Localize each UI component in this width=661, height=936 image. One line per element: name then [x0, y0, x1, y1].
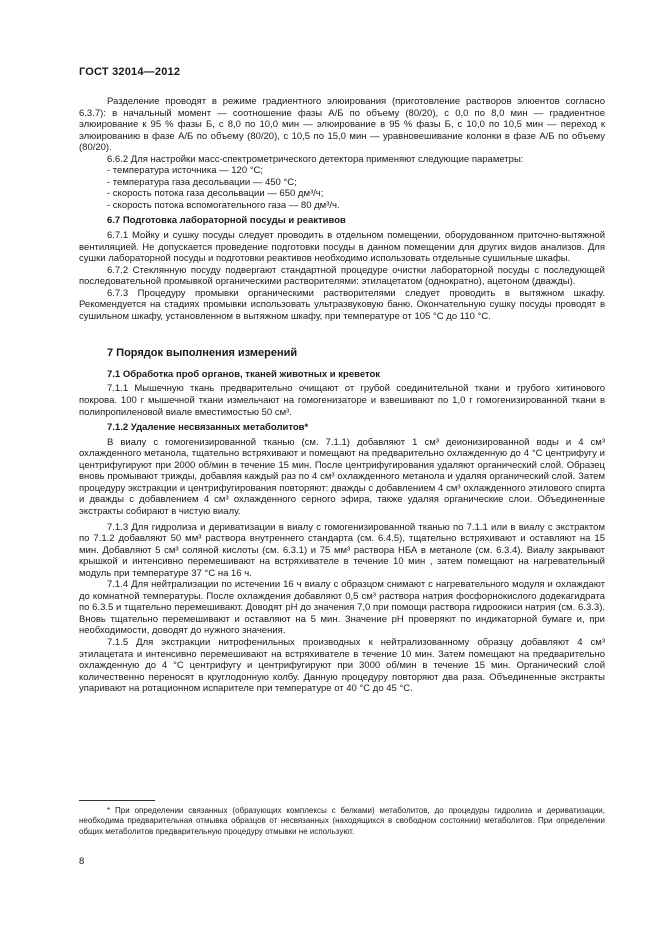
list-item: - скорость потока газа десольвации — 650 дм³/ч; [107, 188, 324, 200]
list-item: - температура источника — 120 °С; [107, 165, 264, 177]
paragraph-7-1-4: 7.1.4 Для нейтрализации по истечении 16 ч виалу с образцом снимают с нагревательного модуля и охлаждают до комнатной температуры. После охлаждения добавляют 0,5 см³ раствора натрия фосфорнокислого додекагидрата по 6.3.5 и тщательно перемешивают. Доводят pH до значения 7,0 при помощи раствора гидроокиси натрия (см. 6.3.3). Вновь тщательно перемешивают и оставляют на 5 мин. Значение pH проверяют по индикаторной бумаге и, при необходимости, доводят до нужного значения. [79, 579, 605, 637]
section-heading-6-7: 6.7 Подготовка лабораторной посуды и реактивов [107, 215, 346, 227]
list-item: - скорость потока вспомогательного газа — 80 дм³/ч. [107, 199, 340, 211]
page-number: 8 [79, 856, 85, 867]
paragraph-7-1-5: 7.1.5 Для экстракции нитрофенильных производных к нейтрализованному образцу добавляют 4 см³ этилацетата и интенсивно перемешивают на встряхивателе в течение 10 мин. Затем помещают на предварительно охлажденную до 4 °С центрифугу и центрифугируют при 3000 об/мин в течение 15 мин. Органический слой количественно переносят в круглодонную колбу. Данную процедуру повторяют два раза. Объединенные экстракты упаривают на ротационном испарителе при температуре от 40 °С до 45 °С. [79, 636, 605, 695]
section-heading-7-1-2: 7.1.2 Удаление несвязанных метаболитов* [107, 422, 309, 434]
section-heading-7: 7 Порядок выполнения измерений [107, 347, 298, 360]
paragraph-6-7-2: 6.7.2 Стеклянную посуду подвергают стандартной процедуре очистки лабораторной посуды с последующей последовательной промывкой органическими растворителями: этилацетатом (однократно), ацетоном (дважды). [79, 264, 605, 288]
footnote: * При определении связанных (образующих комплексы с белками) метаболитов, до процедуры гидролиза и дериватизации, необходима предварительная отмывка образцов от несвязанных (находящихся в свободном состоянии) метаболитов. При определении общих метаболитов предварительную процедуру отмывки не используют. [79, 806, 605, 836]
paragraph-gradient: Разделение проводят в режиме градиентного элюирования (приготовление растворов элюентов согласно 6.3.7): в начальный момент — соотношение фазы А/Б по объему (80/20), с 0,0 по 8,0 мин — градиентное элюирование к 95 % фазы Б, с 8,0 по 10,0 мин — элюирование в 95 % фазы Б, с 10,0 по 10,5 мин — переход к элюированию в фазе А/Б по объему (80/20), с 10,5 по 15,0 мин — уравновешивание колонки в фазе А/Б по объему (80/20). [79, 96, 605, 154]
paragraph-6-7-1: 6.7.1 Мойку и сушку посуды следует проводить в отдельном помещении, оборудованном приточно-вытяжной вентиляцией. Не допускается проведение подготовки посуды в данном помещении для других видов анализов. Для сушки лабораторной посуды и подготовки реактивов необходимо использовать отдельные сушильные шкафы. [79, 230, 605, 265]
paragraph-7-1-3: 7.1.3 Для гидролиза и дериватизации в виалу с гомогенизированной тканью по 7.1.1 или в виалу с экстрактом по 7.1.2 добавляют 50 мм³ раствора внутреннего стандарта (см. 6.4.5), тщательно встряхивают и оставляют на 15 мин. Добавляют 5 см³ соляной кислоты (см. 6.3.1) и 75 мм³ раствора НБА в метаноле (см. 6.3.4). Виалу закрывают крышкой и интенсивно перемешивают на встряхивателе в течение 10 мин , затем помещают на нагревательный модуль при температуре 37 °С на 16 ч. [79, 521, 605, 579]
paragraph-7-1-2: В виалу с гомогенизированной тканью (см. 7.1.1) добавляют 1 см³ деионизированной воды и 4 см³ охлажденного метанола, тщательно встряхивают и помещают на предварительно охлажденную до 4 °С центрифугу и центрифугируют при 2000 об/мин в течение 15 мин. После центрифугирования удаляют органический слой. Образец вновь промывают трижды, добавляя каждый раз по 4 см³ охлажденного метанола и удаляя органический слой. Затем процедуру экстракции и центрифугирования повторяют: дважды с добавлением 4 см³ охлажденного этилового спирта и дважды с добавлением 4 см³ охлажденного серного эфира, также удаляя органические слои. Объединенные экстракты собирают в чистую виалу. [79, 436, 605, 517]
paragraph-7-1-1: 7.1.1 Мышечную ткань предварительно очищают от грубой соединительной ткани и грубого хитинового покрова. 100 г мышечной ткани измельчают на гомогенизаторе и взвешивают по 1,0 г гомогенизированной ткани в полипропиленовой виале вместимостью 50 см³. [79, 383, 605, 418]
page-header: ГОСТ 32014—2012 [79, 66, 181, 78]
page-body [79, 96, 605, 695]
list-item: - температура газа десольвации — 450 °С; [107, 176, 297, 188]
footnote-divider [79, 800, 155, 801]
section-heading-7-1: 7.1 Обработка проб органов, тканей животных и креветок [107, 368, 381, 380]
paragraph-6-7-3: 6.7.3 Процедуру промывки органическими растворителями следует проводить в вытяжном шкафу. Рекомендуется на стадиях промывки использовать ультразвуковую баню. Окончательную сушку посуды проводят в сушильном шкафу, установленном в вытяжном шкафу, при температуре от 105 °С до 110 °С. [79, 287, 605, 322]
paragraph-6-6-2: 6.6.2 Для настройки масс-спектрометрического детектора применяют следующие параметры: [107, 153, 524, 165]
